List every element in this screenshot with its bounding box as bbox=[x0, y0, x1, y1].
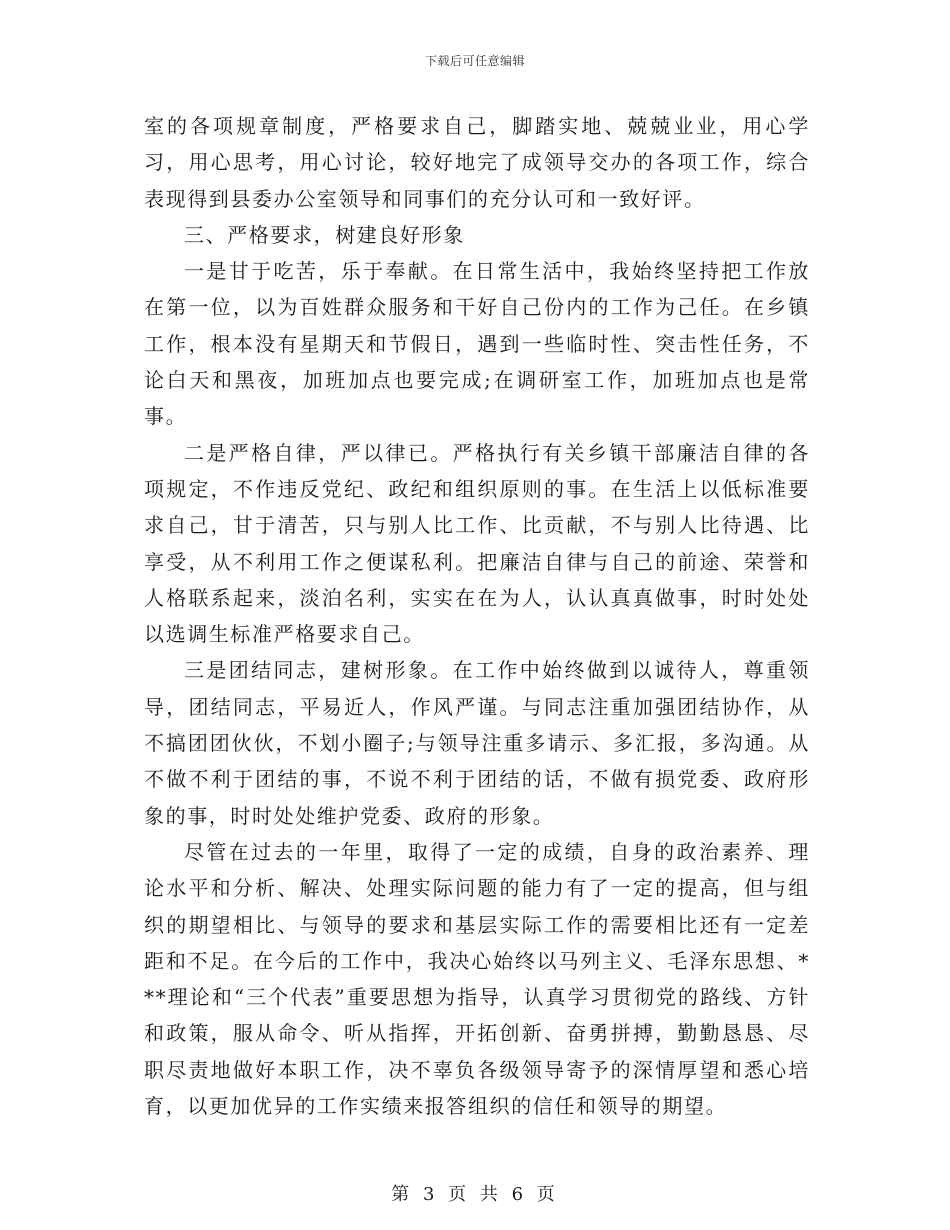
paragraph: 一是甘于吃苦，乐于奉献。在日常生活中，我始终坚持把工作放在第一位，以为百姓群众服务和干好自己份内的工作为己任。在乡镇工作，根本没有星期天和节假日，遇到一些临时性、突击性任务，不论白天和黑夜，加班加点也要完成;在调研室工作，加班加点也是常事。 bbox=[144, 259, 810, 429]
page-number: 第 3 页 共 6 页 bbox=[391, 1184, 559, 1205]
paragraph: 二是严格自律，严以律已。严格执行有关乡镇干部廉洁自律的各项规定，不作违反党纪、政纪和组织原则的事。在生活上以低标准要求自己，甘于清苦，只与别人比工作、比贡献，不与别人比待遇、比享受，从不利用工作之便谋私利。把廉洁自律与自己的前途、荣誉和人格联系起来，淡泊名利，实实在在为人，认认真真做事，时时处处以选调生标准严格要求自己。 bbox=[144, 440, 810, 647]
paragraph: 三是团结同志，建树形象。在工作中始终做到以诚待人，尊重领导，团结同志，平易近人，作风严谨。与同志注重加强团结协作，从不搞团团伙伙，不划小圈子;与领导注重多请示、多汇报，多沟通。从不做不利于团结的事，不说不利于团结的话，不做有损党委、政府形象的事，时时处处维护党委、政府的形象。 bbox=[144, 658, 810, 828]
section-heading: 三、严格要求，树建良好形象 bbox=[184, 222, 465, 247]
paragraph: 尽管在过去的一年里，取得了一定的成绩，自身的政治素养、理论水平和分析、解决、处理实际问题的能力有了一定的提高，但与组织的期望相比、与领导的要求和基层实际工作的需要相比还有一定差距和不足。在今后的工作中，我决心始终以马列主义、毛泽东思想、***理论和“三个代表”重要思想为指导，认真学习贯彻党的路线、方针和政策，服从命令、听从指挥，开拓创新、奋勇拼搏，勤勤恳恳、尽职尽责地做好本职工作，决不辜负各级领导寄予的深情厚望和悉心培育，以更加优异的工作实绩来报答组织的信任和领导的期望。 bbox=[144, 839, 810, 1119]
document-body bbox=[144, 108, 810, 1124]
paragraph-continued: 室的各项规章制度，严格要求自己，脚踏实地、兢兢业业，用心学习，用心思考，用心讨论，较好地完了成领导交办的各项工作，综合表现得到县委办公室领导和同事们的充分认可和一致好评。 bbox=[144, 114, 810, 211]
page-header: 下载后可任意编辑 bbox=[424, 54, 525, 68]
